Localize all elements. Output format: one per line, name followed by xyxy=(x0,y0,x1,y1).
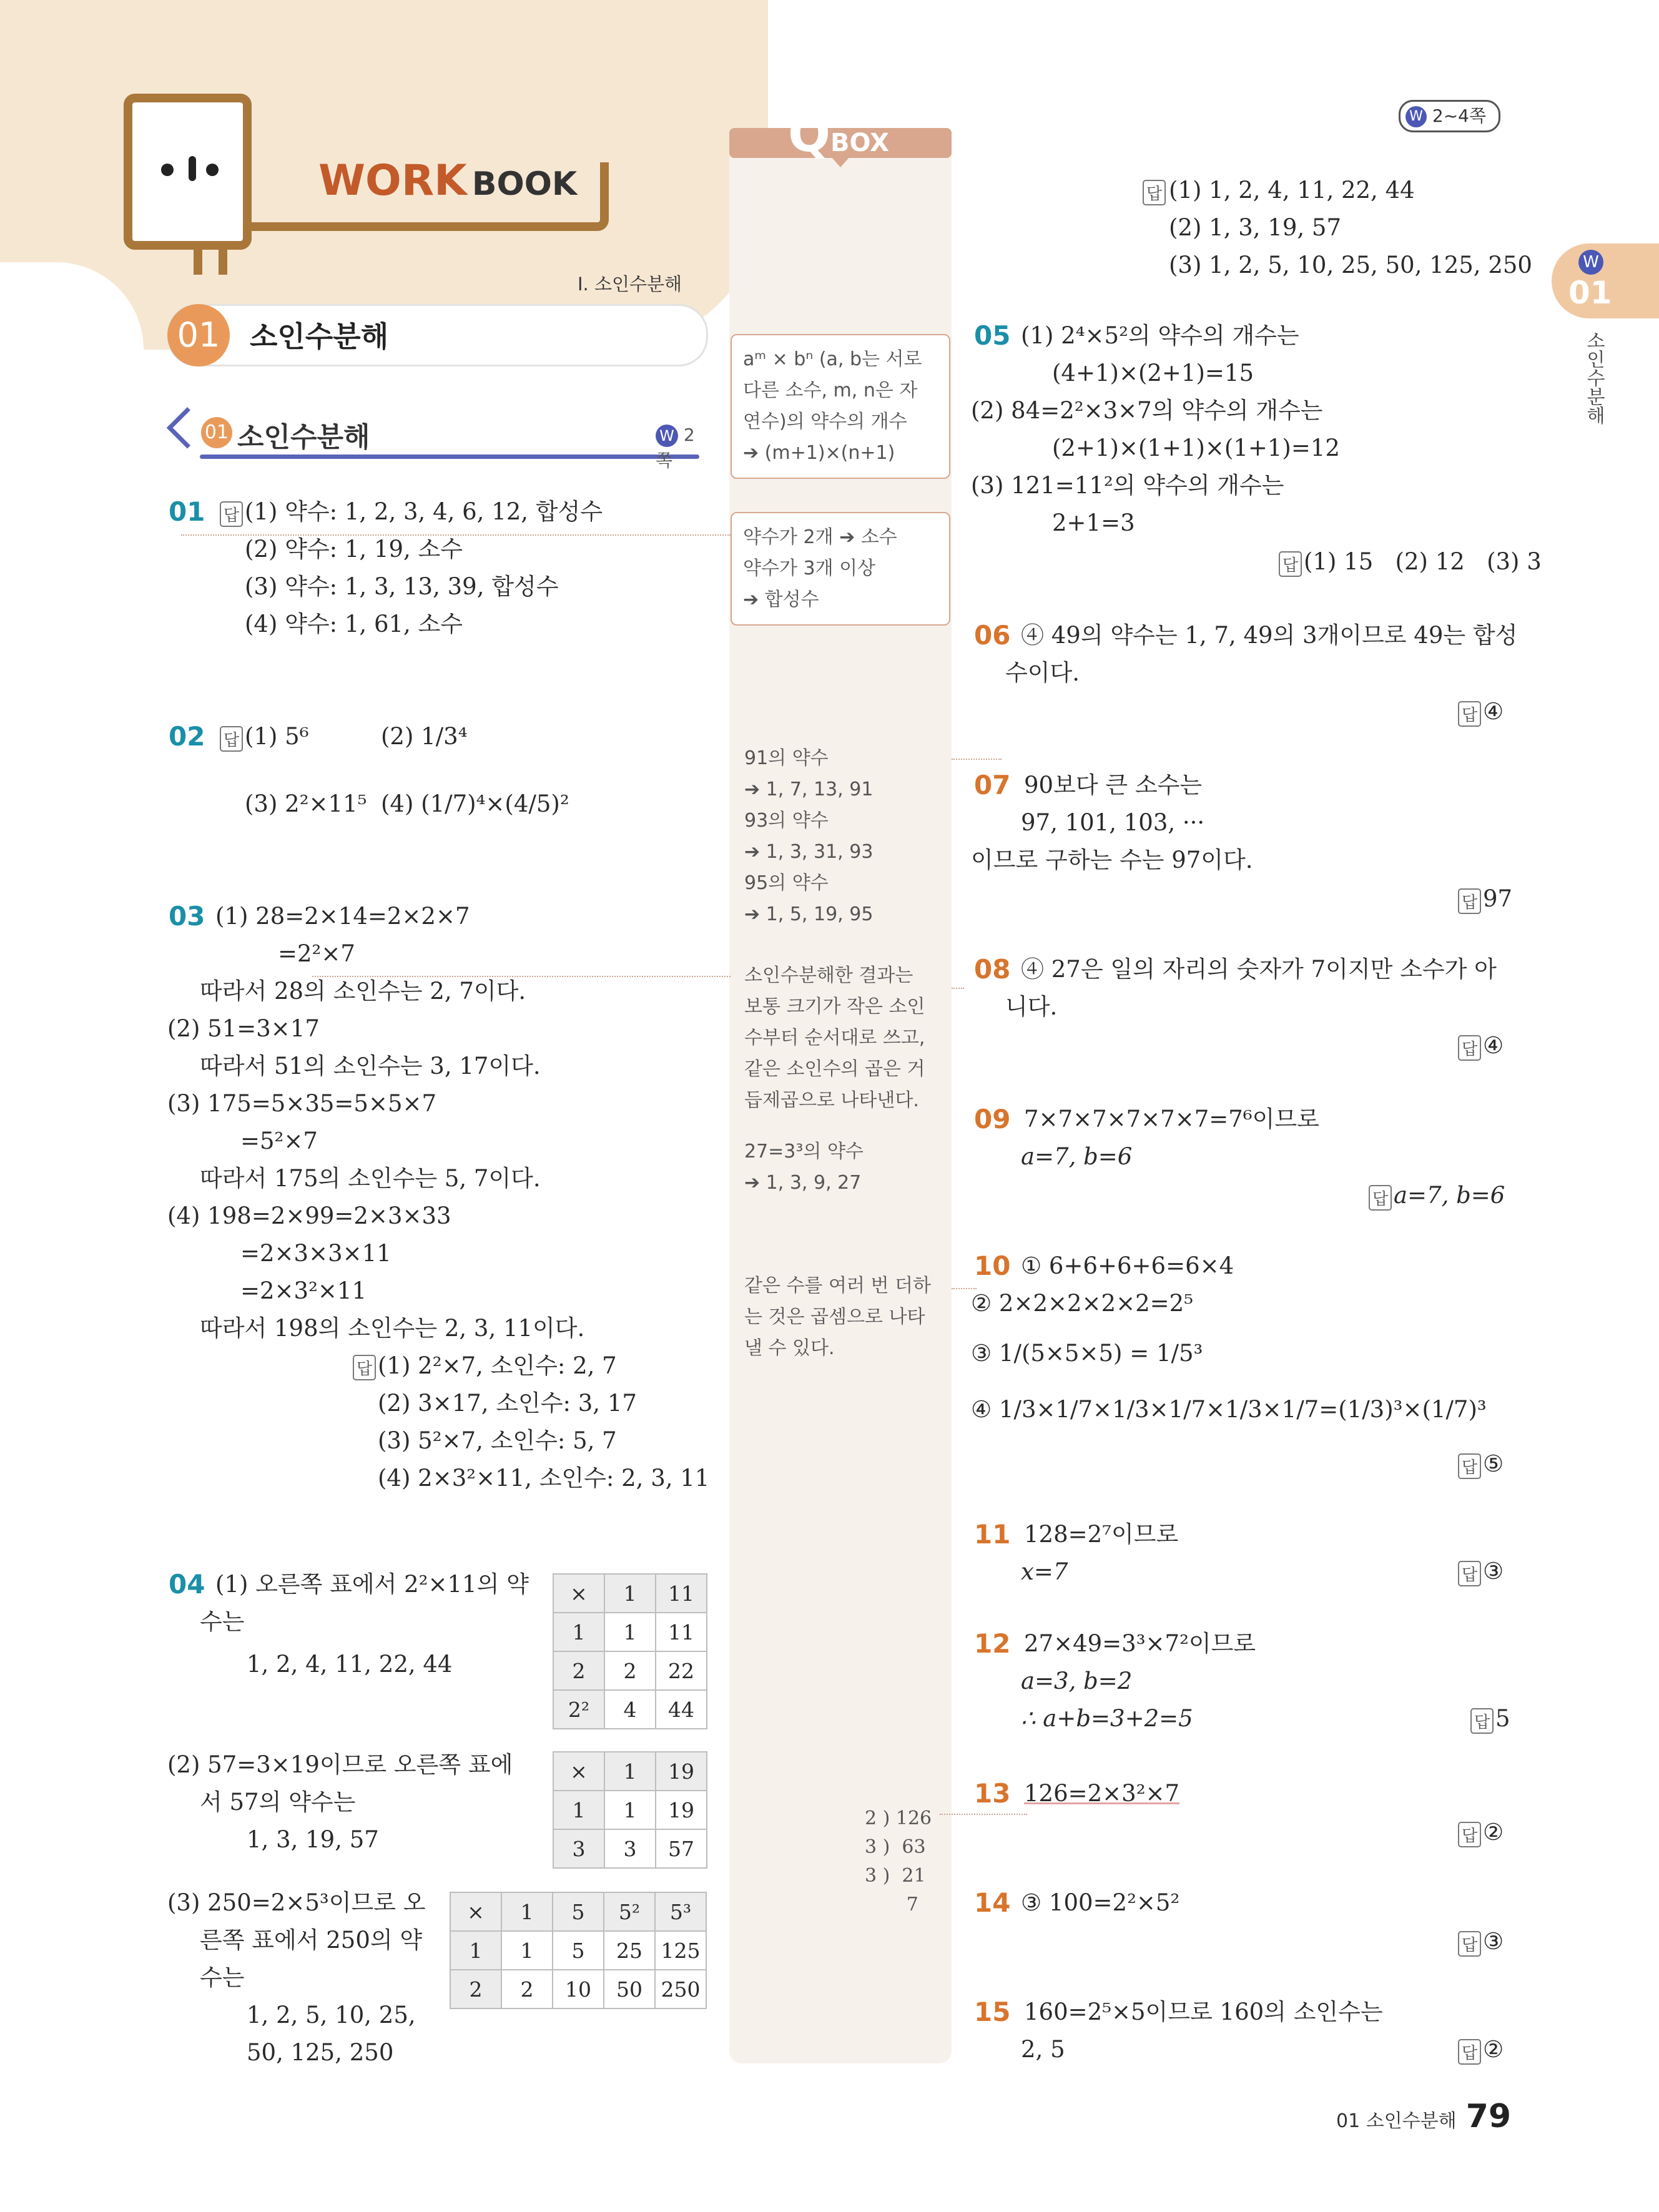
qbox-note-division-ladder: 2 ) 126 3 ) 63 3 ) 21 7 xyxy=(865,1807,932,1915)
divisor-table-57: × 1 19 1 1 19 3 3 57 xyxy=(553,1751,707,1869)
q10-line-2: ② 2×2×2×2×2=2⁵ xyxy=(971,1290,1194,1317)
question-06-number: 06 xyxy=(974,620,1011,651)
section-title: 소인수분해 xyxy=(250,320,389,353)
page-reference: 2~4쪽 xyxy=(1432,106,1487,126)
footer xyxy=(1336,2098,1511,2135)
q03-line-2: =2²×7 xyxy=(278,940,355,967)
q04-line-8: 른쪽 표에서 250의 약 xyxy=(200,1927,423,1954)
chapter-reference: I. 소인수분해 xyxy=(578,273,682,295)
answer-icon: 답 xyxy=(1458,1035,1481,1061)
q07-line-3: 이므로 구하는 수는 97이다. xyxy=(971,847,1253,873)
q03-line-8: 따라서 175의 소인수는 5, 7이다. xyxy=(200,1165,541,1192)
q03-line-4: (2) 51=3×17 xyxy=(167,1015,320,1042)
q07-line-1: 90보다 큰 소수는 xyxy=(1024,772,1203,799)
answer-icon: 답 xyxy=(1458,701,1481,727)
qbox-note-27: 27=3³의 약수 ➔ 1, 3, 9, 27 xyxy=(744,1141,864,1194)
q01-line-4: (4) 약수: 1, 61, 소수 xyxy=(245,611,463,637)
answer-icon: 답 xyxy=(1458,888,1481,914)
q03-answer-3: (3) 5²×7, 소인수: 5, 7 xyxy=(378,1427,617,1454)
q12-answer: 5 xyxy=(1495,1705,1510,1732)
answer-icon: 답 xyxy=(353,1355,376,1380)
w-icon: W xyxy=(656,425,678,447)
answer-icon: 답 xyxy=(220,501,243,527)
q03-line-12: 따라서 198의 소인수는 2, 3, 11이다. xyxy=(200,1315,585,1342)
q11-line-1: 128=2⁷이므로 xyxy=(1024,1521,1179,1548)
question-05-number: 05 xyxy=(974,320,1011,351)
q03-line-10: =2×3×3×11 xyxy=(240,1240,391,1267)
q03-answer-1: (1) 2²×7, 소인수: 2, 7 xyxy=(378,1352,617,1379)
answer-icon: 답 xyxy=(1458,1931,1481,1957)
w-icon: W xyxy=(1405,106,1427,127)
q09-answer: a=7, b=6 xyxy=(1394,1182,1505,1209)
question-03-number: 03 xyxy=(169,901,205,931)
q04-line-3: 1, 2, 4, 11, 22, 44 xyxy=(247,1651,453,1678)
q09-line-2: a=7, b=6 xyxy=(1021,1143,1133,1170)
q05-line-2: (4+1)×(2+1)=15 xyxy=(1052,360,1254,386)
q04-line-10: 1, 2, 5, 10, 25, xyxy=(247,2002,416,2028)
q14-line-1: ③ 100=2²×5² xyxy=(1021,1889,1180,1916)
subheading-title: 소인수분해 xyxy=(237,421,370,453)
question-11-number: 11 xyxy=(974,1519,1011,1550)
q03-line-1: (1) 28=2×14=2×2×7 xyxy=(215,903,470,930)
q03-line-3: 따라서 28의 소인수는 2, 7이다. xyxy=(200,978,526,1005)
q01-line-3: (3) 약수: 1, 3, 13, 39, 합성수 xyxy=(245,573,559,600)
answer-icon: 답 xyxy=(1458,1561,1481,1586)
q04-line-7: (3) 250=2×5³이므로 오 xyxy=(167,1889,426,1916)
q06-line-1: ④ 49의 약수는 1, 7, 49의 3개이므로 49는 합성 xyxy=(1021,622,1518,649)
q08-answer: ④ xyxy=(1483,1032,1504,1059)
q02-line-3: (3) 2²×11⁵ xyxy=(245,790,367,817)
qbox-title: QBOX xyxy=(788,105,889,163)
q07-line-2: 97, 101, 103, ··· xyxy=(1021,809,1205,836)
question-14-number: 14 xyxy=(974,1887,1011,1918)
section-number: 01 xyxy=(167,304,230,366)
answer-icon: 답 xyxy=(1470,1708,1494,1734)
q13-line-1: 126=2×3²×7 xyxy=(1024,1780,1180,1807)
question-13-number: 13 xyxy=(974,1778,1011,1809)
q11-answer: ③ xyxy=(1483,1558,1504,1585)
q10-line-1: ① 6+6+6+6=6×4 xyxy=(1021,1252,1234,1279)
divisor-table-250: × 1 5 5² 5³ 1 1 5 25 125 2 2 10 50 250 xyxy=(450,1892,707,2009)
q10-answer: ⑤ xyxy=(1483,1450,1504,1477)
q15-answer: ② xyxy=(1483,2036,1504,2063)
q15-line-2: 2, 5 xyxy=(1021,2036,1065,2063)
q05-line-3: (2) 84=2²×3×7의 약수의 개수는 xyxy=(971,397,1323,424)
q08-line-2: 니다. xyxy=(1005,993,1058,1020)
question-02-number: 02 xyxy=(169,721,205,752)
q15-line-1: 160=2⁵×5이므로 160의 소인수는 xyxy=(1024,1998,1383,2025)
q06-line-2: 수이다. xyxy=(1005,659,1080,686)
q02-line-4: (4) (1/7)⁴×(4/5)² xyxy=(381,790,569,817)
section-heading xyxy=(167,304,708,366)
q04-answer-2: (2) 1, 3, 19, 57 xyxy=(1169,214,1341,241)
question-12-number: 12 xyxy=(974,1628,1011,1659)
qbox-note-factorization: 소인수분해한 결과는 보통 크기가 작은 소인 수부터 순서대로 쓰고, 같은 소인수의 곱은 거 듭제곱으로 나타낸다. xyxy=(744,965,925,1111)
q04-answer-1: (1) 1, 2, 4, 11, 22, 44 xyxy=(1169,177,1415,204)
q05-line-4: (2+1)×(1+1)×(1+1)=12 xyxy=(1052,435,1340,461)
q09-line-1: 7×7×7×7×7×7=7⁶이므로 xyxy=(1024,1106,1319,1133)
q02-line-2: (2) 1/3⁴ xyxy=(381,723,468,750)
answer-icon: 답 xyxy=(1279,551,1302,577)
question-10-number: 10 xyxy=(974,1251,1011,1281)
question-15-number: 15 xyxy=(974,1997,1011,2027)
qbox-note-divisors: 91의 약수 ➔ 1, 7, 13, 91 93의 약수 ➔ 1, 3, 31, 93 95의 약수 ➔ 1, 5, 19, 95 xyxy=(744,747,874,925)
q03-line-9: (4) 198=2×99=2×3×33 xyxy=(167,1202,451,1229)
w-icon: W xyxy=(1578,250,1603,275)
question-09-number: 09 xyxy=(974,1104,1011,1134)
q05-line-1: (1) 2⁴×5²의 약수의 개수는 xyxy=(1021,322,1299,349)
answer-icon: 답 xyxy=(220,726,243,752)
q12-line-2: a=3, b=2 xyxy=(1021,1668,1133,1694)
q05-line-5: (3) 121=11²의 약수의 개수는 xyxy=(971,472,1284,499)
q04-line-9: 수는 xyxy=(200,1964,245,1991)
q11-line-2: x=7 xyxy=(1021,1558,1068,1585)
footer-label: 01 소인수분해 xyxy=(1336,2110,1457,2132)
workbook-logo xyxy=(119,94,618,256)
subheading-number: 01 xyxy=(201,417,232,448)
question-04-number: 04 xyxy=(169,1569,205,1600)
qbox-note-prime-composite: 약수가 2개 ➔ 소수 약수가 3개 이상 ➔ 합성수 xyxy=(731,512,950,626)
q13-answer: ② xyxy=(1483,1819,1504,1846)
page-reference-badge xyxy=(1399,100,1500,132)
q04-line-2: 수는 xyxy=(200,1608,245,1635)
q06-answer: ④ xyxy=(1483,698,1504,725)
q08-line-1: ④ 27은 일의 자리의 숫자가 7이지만 소수가 아 xyxy=(1021,956,1497,983)
q14-answer: ③ xyxy=(1483,1928,1504,1955)
answer-icon: 답 xyxy=(1143,180,1166,205)
q04-line-5: 서 57의 약수는 xyxy=(200,1789,356,1816)
q01-line-2: (2) 약수: 1, 19, 소수 xyxy=(245,536,463,563)
q04-line-4: (2) 57=3×19이므로 오른쪽 표에 xyxy=(167,1751,513,1778)
q03-line-7: =5²×7 xyxy=(240,1128,318,1154)
q05-answer: (1) 15 (2) 12 (3) 3 xyxy=(1304,548,1542,575)
answer-icon: 답 xyxy=(1458,2039,1481,2065)
q01-line-1: (1) 약수: 1, 2, 3, 4, 6, 12, 합성수 xyxy=(245,498,603,525)
q03-answer-4: (4) 2×3²×11, 소인수: 2, 3, 11 xyxy=(378,1465,710,1492)
q05-line-6: 2+1=3 xyxy=(1052,509,1135,536)
q10-line-4: ④ 1/3×1/7×1/3×1/7×1/3×1/7=(1/3)³×(1/7)³ xyxy=(971,1396,1487,1423)
q12-line-1: 27×49=3³×7²이므로 xyxy=(1024,1630,1256,1657)
divisor-table-44: × 1 11 1 1 11 2 2 22 2² 4 44 xyxy=(553,1573,707,1729)
q02-line-1: (1) 5⁶ xyxy=(245,723,309,750)
q04-answer-3: (3) 1, 2, 5, 10, 25, 50, 125, 250 xyxy=(1169,252,1532,278)
q03-answer-2: (2) 3×17, 소인수: 3, 17 xyxy=(378,1390,637,1417)
q04-line-11: 50, 125, 250 xyxy=(247,2039,394,2066)
q07-answer: 97 xyxy=(1483,885,1513,912)
q03-line-5: 따라서 51의 소인수는 3, 17이다. xyxy=(200,1053,541,1079)
side-tab-number: 01 xyxy=(1568,275,1612,311)
question-08-number: 08 xyxy=(974,954,1011,985)
question-07-number: 07 xyxy=(974,770,1011,800)
page-number: 79 xyxy=(1465,2098,1512,2135)
subheading xyxy=(169,412,706,471)
answer-icon: 답 xyxy=(1369,1185,1392,1211)
logo-book: BOOK xyxy=(471,165,578,203)
q12-line-3: ∴ a+b=3+2=5 xyxy=(1021,1705,1193,1732)
qbox-note-multiplication: 같은 수를 여러 번 더하 는 것은 곱셈으로 나타 낼 수 있다. xyxy=(744,1275,931,1359)
subheading-page: 2쪽 xyxy=(656,425,695,471)
answer-icon: 답 xyxy=(1458,1822,1481,1847)
qbox-note-divisor-count: aᵐ × bⁿ (a, b는 서로 다른 소수, m, n은 자 연수)의 약수의 개수 ➔ (m+1)×(n+1) xyxy=(731,334,950,479)
q04-line-1: (1) 오른쪽 표에서 2²×11의 약 xyxy=(215,1571,529,1598)
side-tab-label: 소인수분해 xyxy=(1583,331,1605,425)
question-01-number: 01 xyxy=(169,496,205,527)
q04-line-6: 1, 3, 19, 57 xyxy=(247,1826,379,1853)
q03-line-11: =2×3²×11 xyxy=(240,1277,367,1304)
answer-icon: 답 xyxy=(1458,1453,1481,1479)
logo-work: WORK xyxy=(318,156,467,205)
q03-line-6: (3) 175=5×35=5×5×7 xyxy=(167,1090,437,1117)
q10-line-3: ③ 1/(5×5×5) = 1/5³ xyxy=(971,1340,1203,1367)
